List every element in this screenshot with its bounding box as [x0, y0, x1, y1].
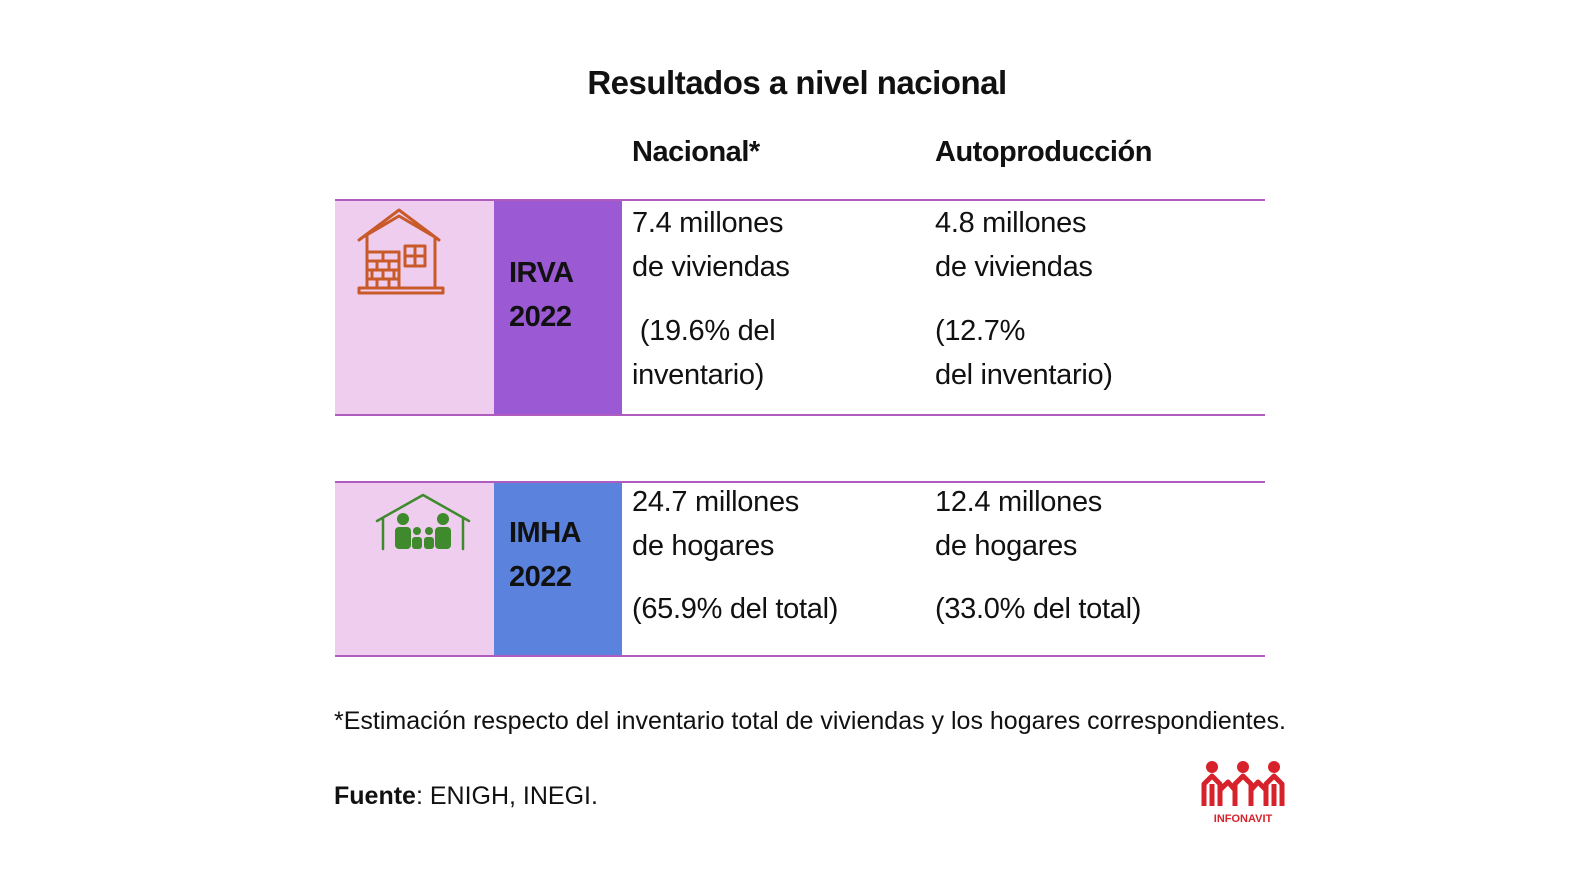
row-irva: [335, 199, 1265, 416]
page-title: Resultados a nivel nacional: [587, 64, 1007, 101]
autoproduccion-value: 12.4 millones: [935, 486, 1102, 518]
nacional-percent: (65.9% del total): [632, 593, 839, 625]
infonavit-logo: [1200, 760, 1286, 826]
autoproduccion-unit: de viviendas: [935, 251, 1093, 283]
row-icon-cell: [335, 201, 494, 414]
family-house-icon: [375, 493, 471, 553]
nacional-value: 24.7 millones: [632, 486, 799, 518]
column-header-autoproduccion: Autoproducción: [935, 136, 1152, 168]
autoproduccion-percent-cont: del inventario): [935, 359, 1113, 391]
autoproduccion-value: 4.8 millones: [935, 207, 1087, 239]
source-label: Fuente: [334, 782, 416, 810]
nacional-unit: de hogares: [632, 530, 775, 562]
autoproduccion-percent: (12.7%: [935, 315, 1026, 347]
irva-label-cell: [494, 201, 622, 414]
nacional-percent: (19.6% del: [632, 315, 776, 347]
column-header-nacional: Nacional*: [632, 136, 760, 168]
footnote: *Estimación respecto del inventario total de viviendas y los hogares correspondientes.: [334, 707, 1286, 735]
autoproduccion-unit: de hogares: [935, 530, 1078, 562]
nacional-unit: de viviendas: [632, 251, 790, 283]
infonavit-logo-icon: [1200, 760, 1286, 826]
source-text: : ENIGH, INEGI.: [415, 782, 598, 810]
row-label-line2: 2022: [509, 301, 572, 333]
row-imha: [335, 481, 1265, 657]
row-label-line1: IRVA: [509, 257, 574, 289]
source-line: [334, 782, 598, 811]
house-brick-icon: [355, 204, 447, 296]
nacional-value: 7.4 millones: [632, 207, 784, 239]
row-label-line2: 2022: [509, 561, 572, 593]
row-label-line1: IMHA: [509, 517, 582, 549]
autoproduccion-percent: (33.0% del total): [935, 593, 1142, 625]
nacional-percent-cont: inventario): [632, 359, 765, 391]
row-icon-cell: [335, 483, 494, 655]
logo-text: INFONAVIT: [1213, 813, 1273, 825]
imha-label-cell: [494, 483, 622, 655]
